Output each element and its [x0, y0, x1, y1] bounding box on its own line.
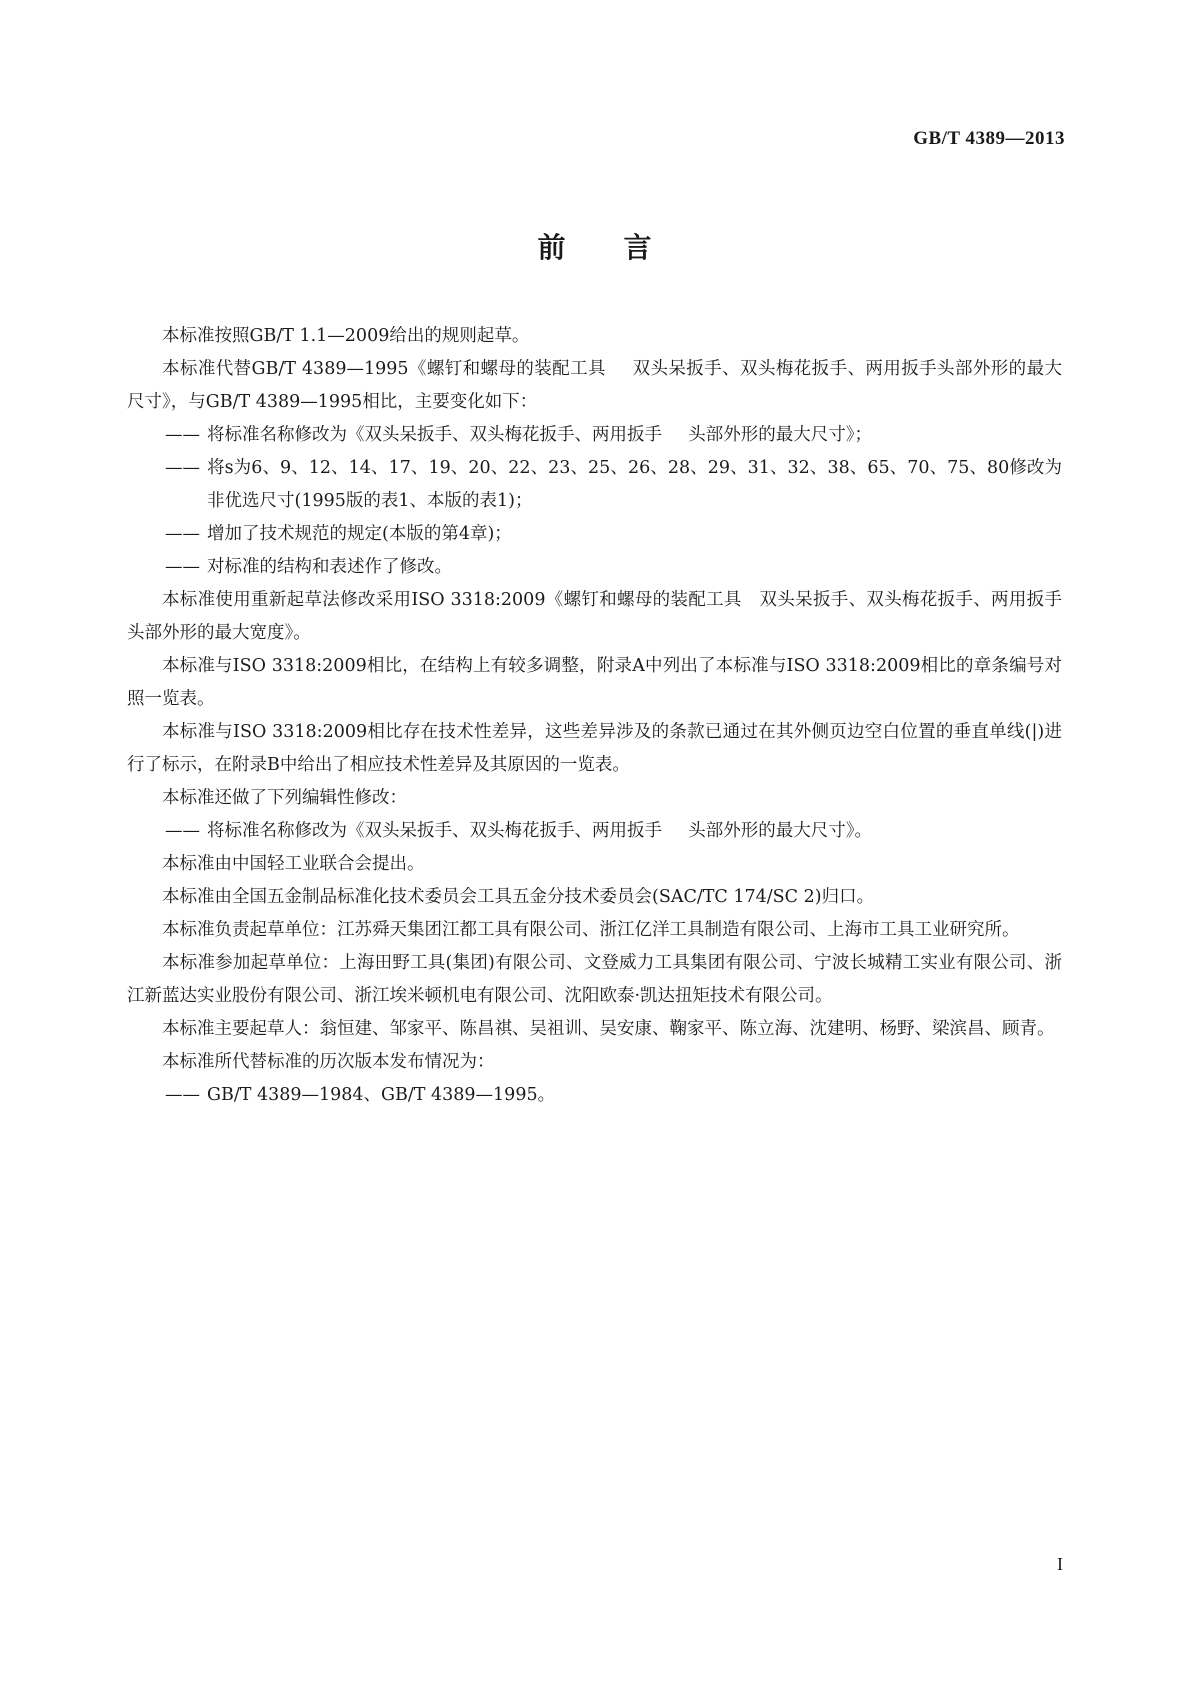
- list-item-text: GB/T 4389—1984、GB/T 4389—1995。: [207, 1085, 556, 1105]
- paragraph-structure-comparison: 本标准与ISO 3318:2009相比，在结构上有较多调整，附录A中列出了本标准与ISO 3318:2009相比的章条编号对照一览表。: [127, 656, 1062, 709]
- title-char-2: 言: [623, 231, 654, 264]
- list-item: [127, 518, 1062, 551]
- paragraph-drafting-rules: 本标准按照GB/T 1.1—2009给出的规则起草。: [162, 326, 530, 346]
- list-item: [127, 551, 1062, 584]
- paragraph-replacement-part-2: 双头呆扳手、双头梅花扳手、两用扳手头部外形的最大尺寸》，与GB/T 4389—1995相比，主要变化如下：: [127, 359, 1063, 412]
- paragraph-technical-differences: 本标准与ISO 3318:2009相比存在技术性差异，这些差异涉及的条款已通过在其外侧页边空白位置的垂直单线(|)进行了标示，在附录B中给出了相应技术性差异及其原因的一览表。: [127, 722, 1062, 775]
- list-item-text: 头部外形的最大尺寸》。: [688, 821, 872, 841]
- list-item-text: 将标准名称修改为《双头呆扳手、双头梅花扳手、两用扳手: [207, 821, 662, 841]
- list-item-text: 将s为6、9、12、14、17、19、20、22、23、25、26、28、29、31、32、38、65、70、75、80修改为非优选尺寸(1995版的表1、本版的表1)；: [207, 458, 1062, 511]
- list-item-text: 将标准名称修改为《双头呆扳手、双头梅花扳手、两用扳手: [207, 425, 662, 445]
- paragraph-responsible-committee: 本标准由全国五金制品标准化技术委员会工具五金分技术委员会(SAC/TC 174/SC 2)归口。: [162, 887, 875, 907]
- foreword-body: [127, 320, 1062, 1112]
- dash-marker: ——: [165, 1085, 200, 1105]
- title-char-1: 前: [537, 231, 568, 264]
- paragraph-editorial-changes: 本标准还做了下列编辑性修改：: [162, 788, 407, 808]
- dash-marker: ——: [165, 524, 200, 544]
- paragraph-replacement: [127, 353, 1062, 419]
- list-item: [127, 1079, 1062, 1112]
- page-number: I: [1057, 1554, 1063, 1574]
- standard-code: GB/T 4389—2013: [913, 128, 1065, 149]
- list-item-text: 头部外形的最大尺寸》；: [688, 425, 872, 445]
- list-item-text: 对标准的结构和表述作了修改。: [207, 557, 452, 577]
- list-item: [127, 419, 1062, 452]
- paragraph-lead-drafters: 本标准负责起草单位：江苏舜天集团江都工具有限公司、浙江亿洋工具制造有限公司、上海市工具工业研究所。: [162, 920, 1020, 940]
- paragraph-main-drafters: 本标准主要起草人：翁恒建、邹家平、陈昌祺、吴祖训、吴安康、鞠家平、陈立海、沈建明、杨野、梁滨昌、顾青。: [162, 1019, 1055, 1039]
- paragraph-participating-drafters: 本标准参加起草单位：上海田野工具(集团)有限公司、文登威力工具集团有限公司、宁波长城精工实业有限公司、浙江新蓝达实业股份有限公司、浙江埃米顿机电有限公司、沈阳欧泰·凯达扭矩技术有限公司。: [127, 953, 1062, 1006]
- dash-marker: ——: [165, 458, 200, 478]
- dash-marker: ——: [165, 425, 200, 445]
- paragraph-iso-adoption: 本标准使用重新起草法修改采用ISO 3318:2009《螺钉和螺母的装配工具 双头呆扳手、双头梅花扳手、两用扳手头部外形的最大宽度》。: [127, 590, 1062, 643]
- paragraph-replacement-part-1: 本标准代替GB/T 4389—1995《螺钉和螺母的装配工具: [162, 359, 606, 379]
- dash-marker: ——: [165, 821, 200, 841]
- list-item-text: 增加了技术规范的规定(本版的第4章)；: [207, 524, 512, 544]
- list-item: [127, 452, 1062, 518]
- dash-marker: ——: [165, 557, 200, 577]
- page-title: [0, 226, 1191, 266]
- list-item: [127, 815, 1062, 848]
- paragraph-version-history: 本标准所代替标准的历次版本发布情况为：: [162, 1052, 495, 1072]
- paragraph-proposer: 本标准由中国轻工业联合会提出。: [162, 854, 425, 874]
